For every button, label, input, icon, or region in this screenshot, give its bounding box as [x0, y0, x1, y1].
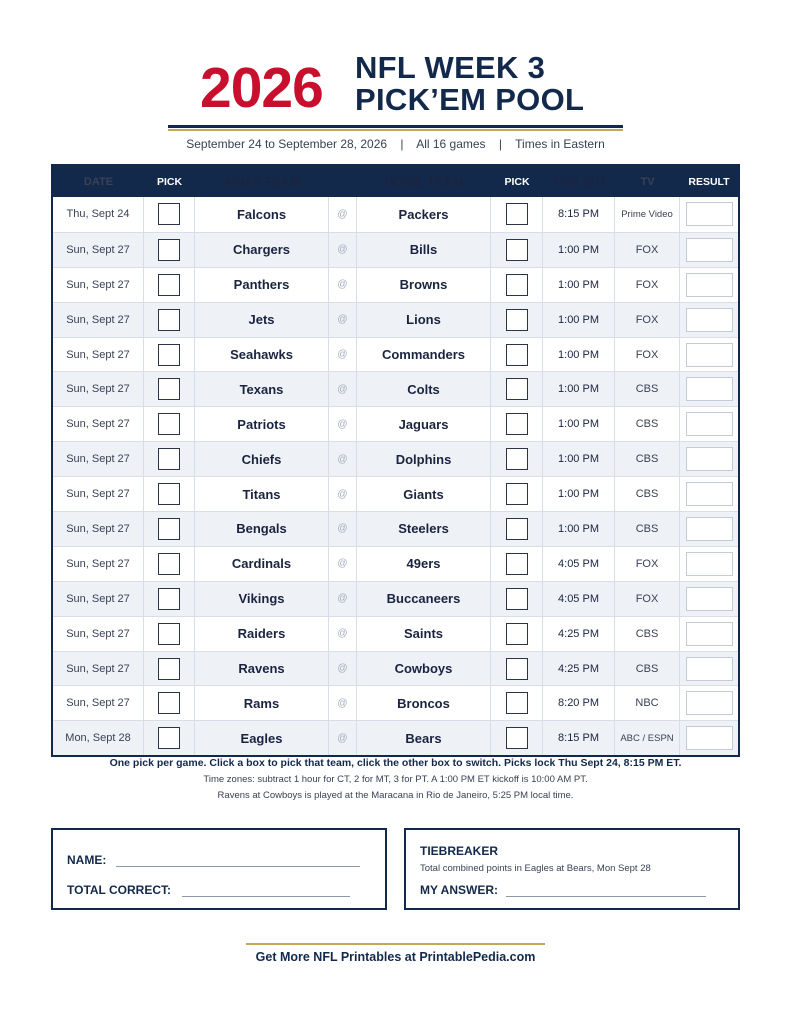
pick-home-cell: [491, 686, 543, 720]
kickoff-time: 8:15 PM: [543, 721, 615, 755]
home-team: Broncos: [357, 686, 491, 720]
table-row: [53, 476, 738, 511]
kickoff-time: 1:00 PM: [543, 477, 615, 511]
pick-away-cell: [144, 617, 195, 651]
pick-home-cell: [491, 582, 543, 616]
col-date: DATE: [83, 175, 114, 188]
col-home-team: HOME TEAM: [384, 174, 464, 189]
at-symbol: @: [329, 547, 357, 581]
pick-away-checkbox[interactable]: [158, 448, 180, 470]
home-team: Dolphins: [357, 442, 491, 476]
away-team: Vikings: [195, 582, 329, 616]
tv-network: FOX: [615, 582, 680, 616]
at-symbol: @: [329, 268, 357, 302]
pick-away-checkbox[interactable]: [158, 623, 180, 645]
result-input[interactable]: [686, 691, 733, 715]
pick-away-cell: [144, 268, 195, 302]
kickoff-time: 1:00 PM: [543, 268, 615, 302]
pick-home-checkbox[interactable]: [506, 448, 528, 470]
at-symbol: @: [329, 512, 357, 546]
home-team: Jaguars: [357, 407, 491, 441]
tv-network: CBS: [615, 652, 680, 686]
pick-away-cell: [144, 303, 195, 337]
title-line-2: PICK’EM POOL: [355, 82, 585, 117]
pick-home-checkbox[interactable]: [506, 588, 528, 610]
game-date: Sun, Sept 27: [53, 442, 144, 476]
name-field[interactable]: [116, 866, 360, 867]
tiebreaker-panel: [404, 828, 740, 910]
kickoff-time: 1:00 PM: [543, 442, 615, 476]
table-row: [53, 720, 738, 755]
pick-away-cell: [144, 197, 195, 232]
result-cell: [680, 407, 738, 441]
pick-home-checkbox[interactable]: [506, 553, 528, 575]
at-symbol: @: [329, 442, 357, 476]
result-cell: [680, 338, 738, 372]
home-team: Giants: [357, 477, 491, 511]
pick-away-cell: [144, 477, 195, 511]
pick-home-checkbox[interactable]: [506, 658, 528, 680]
footer-rule: [246, 943, 545, 945]
pick-away-cell: [144, 338, 195, 372]
table-row: [53, 546, 738, 581]
result-input[interactable]: [686, 308, 733, 332]
tiebreaker-title: TIEBREAKER: [420, 844, 499, 858]
result-cell: [680, 268, 738, 302]
kickoff-time: 8:15 PM: [543, 197, 615, 232]
pick-away-checkbox[interactable]: [158, 658, 180, 680]
pick-away-checkbox[interactable]: [158, 344, 180, 366]
pick-away-checkbox[interactable]: [158, 727, 180, 749]
result-input[interactable]: [686, 622, 733, 646]
table-row: [53, 371, 738, 406]
at-symbol: @: [329, 233, 357, 267]
col-time: TIME (ET): [553, 175, 605, 188]
pick-away-checkbox[interactable]: [158, 553, 180, 575]
result-cell: [680, 233, 738, 267]
result-cell: [680, 547, 738, 581]
home-team: Saints: [357, 617, 491, 651]
tv-network: ABC / ESPN: [615, 721, 680, 755]
game-date: Sun, Sept 27: [53, 477, 144, 511]
result-cell: [680, 582, 738, 616]
result-input[interactable]: [686, 587, 733, 611]
col-pick-away: PICK: [156, 175, 183, 188]
tv-network: CBS: [615, 617, 680, 651]
away-team: Panthers: [195, 268, 329, 302]
title-line-1: NFL WEEK 3: [355, 50, 546, 85]
instructions: [0, 757, 791, 801]
away-team: Raiders: [195, 617, 329, 651]
result-input[interactable]: [686, 482, 733, 506]
pick-home-checkbox[interactable]: [506, 483, 528, 505]
game-date: Thu, Sept 24: [53, 197, 144, 232]
result-cell: [680, 686, 738, 720]
at-symbol: @: [329, 477, 357, 511]
pick-home-cell: [491, 617, 543, 651]
result-input[interactable]: [686, 273, 733, 297]
tv-network: Prime Video: [615, 197, 680, 232]
home-team: Bears: [357, 721, 491, 755]
result-cell: [680, 372, 738, 406]
pick-away-cell: [144, 407, 195, 441]
subtitle-times: Times in Eastern: [515, 137, 605, 151]
col-pick-home: PICK: [504, 175, 530, 188]
tiebreaker-subtitle: Total combined points in Eagles at Bears, Mon Sept 28: [420, 863, 651, 874]
table-row: [53, 651, 738, 686]
tv-network: FOX: [615, 268, 680, 302]
picks-table: [51, 164, 740, 757]
away-team: Cardinals: [195, 547, 329, 581]
table-row: [53, 441, 738, 476]
result-cell: [680, 721, 738, 755]
result-input[interactable]: [686, 447, 733, 471]
pick-away-cell: [144, 721, 195, 755]
footer-link[interactable]: Get More NFL Printables at PrintablePedia.com: [255, 950, 536, 964]
total-correct-field[interactable]: [182, 896, 350, 897]
game-date: Sun, Sept 27: [53, 617, 144, 651]
game-date: Sun, Sept 27: [53, 372, 144, 406]
pick-away-cell: [144, 686, 195, 720]
header-rule-navy: [168, 125, 623, 128]
subtitle-dates: September 24 to September 28, 2026: [186, 137, 388, 151]
table-row: [53, 581, 738, 616]
pick-away-checkbox[interactable]: [158, 274, 180, 296]
pick-home-checkbox[interactable]: [506, 309, 528, 331]
game-date: Sun, Sept 27: [53, 547, 144, 581]
table-row: [53, 511, 738, 546]
pick-away-checkbox[interactable]: [158, 309, 180, 331]
table-row: [53, 685, 738, 720]
at-symbol: @: [329, 197, 357, 232]
at-symbol: @: [329, 303, 357, 337]
result-input[interactable]: [686, 657, 733, 681]
away-team: Texans: [195, 372, 329, 406]
result-input[interactable]: [686, 517, 733, 541]
instruction-main: One pick per game. Click a box to pick that team, click the other box to switch. Picks lock Thu Sept 24, 8:15 PM ET.: [109, 757, 682, 769]
pick-away-checkbox[interactable]: [158, 413, 180, 435]
kickoff-time: 1:00 PM: [543, 407, 615, 441]
tv-network: CBS: [615, 442, 680, 476]
result-input[interactable]: [686, 202, 733, 226]
game-date: Mon, Sept 28: [53, 721, 144, 755]
result-cell: [680, 652, 738, 686]
result-cell: [680, 477, 738, 511]
home-team: Buccaneers: [357, 582, 491, 616]
away-team: Chiefs: [195, 442, 329, 476]
pick-home-cell: [491, 442, 543, 476]
kickoff-time: 4:25 PM: [543, 617, 615, 651]
pick-home-cell: [491, 512, 543, 546]
table-row: [53, 197, 738, 232]
col-away-team: AWAY TEAM: [223, 174, 301, 189]
pick-away-cell: [144, 582, 195, 616]
game-date: Sun, Sept 27: [53, 652, 144, 686]
pick-home-checkbox[interactable]: [506, 203, 528, 225]
game-date: Sun, Sept 27: [53, 686, 144, 720]
game-date: Sun, Sept 27: [53, 512, 144, 546]
result-cell: [680, 303, 738, 337]
pick-home-cell: [491, 338, 543, 372]
pick-away-checkbox[interactable]: [158, 518, 180, 540]
home-team: Colts: [357, 372, 491, 406]
pick-home-checkbox[interactable]: [506, 692, 528, 714]
pick-home-checkbox[interactable]: [506, 413, 528, 435]
result-cell: [680, 512, 738, 546]
away-team: Chargers: [195, 233, 329, 267]
pick-home-checkbox[interactable]: [506, 727, 528, 749]
result-cell: [680, 442, 738, 476]
game-date: Sun, Sept 27: [53, 233, 144, 267]
home-team: Cowboys: [357, 652, 491, 686]
tv-network: FOX: [615, 338, 680, 372]
away-team: Ravens: [195, 652, 329, 686]
away-team: Seahawks: [195, 338, 329, 372]
at-symbol: @: [329, 617, 357, 651]
tv-network: NBC: [615, 686, 680, 720]
kickoff-time: 4:25 PM: [543, 652, 615, 686]
pick-home-cell: [491, 303, 543, 337]
year-title: 2026: [200, 56, 323, 120]
page-title: [355, 52, 584, 116]
pick-away-cell: [144, 652, 195, 686]
tv-network: FOX: [615, 547, 680, 581]
pick-away-cell: [144, 372, 195, 406]
kickoff-time: 1:00 PM: [543, 338, 615, 372]
pick-home-cell: [491, 721, 543, 755]
game-date: Sun, Sept 27: [53, 268, 144, 302]
at-symbol: @: [329, 582, 357, 616]
pick-home-cell: [491, 372, 543, 406]
subtitle-games: All 16 games: [416, 137, 486, 151]
pick-away-cell: [144, 233, 195, 267]
home-team: Packers: [357, 197, 491, 232]
pick-home-checkbox[interactable]: [506, 518, 528, 540]
tv-network: CBS: [615, 372, 680, 406]
result-cell: [680, 197, 738, 232]
subtitle-separator: |: [400, 137, 404, 151]
tv-network: CBS: [615, 407, 680, 441]
result-input[interactable]: [686, 412, 733, 436]
tv-network: FOX: [615, 233, 680, 267]
tv-network: FOX: [615, 303, 680, 337]
pick-home-cell: [491, 547, 543, 581]
tv-network: CBS: [615, 512, 680, 546]
kickoff-time: 1:00 PM: [543, 512, 615, 546]
pick-home-cell: [491, 477, 543, 511]
table-row: [53, 337, 738, 372]
result-cell: [680, 617, 738, 651]
header-rule-gold: [168, 129, 623, 131]
at-symbol: @: [329, 652, 357, 686]
pick-away-cell: [144, 547, 195, 581]
table-row: [53, 232, 738, 267]
away-team: Titans: [195, 477, 329, 511]
entry-panel: [51, 828, 387, 910]
pick-away-checkbox[interactable]: [158, 378, 180, 400]
away-team: Bengals: [195, 512, 329, 546]
pick-away-checkbox[interactable]: [158, 588, 180, 610]
away-team: Eagles: [195, 721, 329, 755]
pick-home-cell: [491, 652, 543, 686]
pick-home-checkbox[interactable]: [506, 274, 528, 296]
col-tv: TV: [640, 175, 655, 188]
pick-home-cell: [491, 197, 543, 232]
header: [0, 50, 791, 120]
kickoff-time: 1:00 PM: [543, 372, 615, 406]
home-team: Commanders: [357, 338, 491, 372]
total-correct-label: TOTAL CORRECT:: [67, 883, 171, 897]
away-team: Rams: [195, 686, 329, 720]
subtitle-separator: |: [498, 137, 503, 151]
pick-away-checkbox[interactable]: [158, 203, 180, 225]
at-symbol: @: [329, 686, 357, 720]
result-input[interactable]: [686, 377, 733, 401]
pick-away-checkbox[interactable]: [158, 483, 180, 505]
pick-home-checkbox[interactable]: [506, 378, 528, 400]
table-row: [53, 267, 738, 302]
pick-home-checkbox[interactable]: [506, 344, 528, 366]
away-team: Falcons: [195, 197, 329, 232]
pick-home-cell: [491, 233, 543, 267]
pick-home-checkbox[interactable]: [506, 623, 528, 645]
name-label: NAME:: [67, 853, 107, 867]
at-symbol: @: [329, 372, 357, 406]
kickoff-time: 4:05 PM: [543, 547, 615, 581]
result-input[interactable]: [686, 343, 733, 367]
table-row: [53, 302, 738, 337]
home-team: 49ers: [357, 547, 491, 581]
at-symbol: @: [329, 338, 357, 372]
table-row: [53, 406, 738, 441]
game-date: Sun, Sept 27: [53, 407, 144, 441]
instruction-venue: Ravens at Cowboys is played at the Maracana in Rio de Janeiro, 5:25 PM local time.: [217, 790, 574, 801]
away-team: Jets: [195, 303, 329, 337]
pick-away-cell: [144, 512, 195, 546]
kickoff-time: 1:00 PM: [543, 233, 615, 267]
pick-home-cell: [491, 268, 543, 302]
instruction-timezones: Time zones: subtract 1 hour for CT, 2 for MT, 3 for PT. A 1:00 PM ET kickoff is 10:00 AM PT.: [203, 774, 588, 785]
result-input[interactable]: [686, 238, 733, 262]
away-team: Patriots: [195, 407, 329, 441]
home-team: Steelers: [357, 512, 491, 546]
game-date: Sun, Sept 27: [53, 582, 144, 616]
at-symbol: @: [329, 721, 357, 755]
kickoff-time: 8:20 PM: [543, 686, 615, 720]
home-team: Bills: [357, 233, 491, 267]
home-team: Browns: [357, 268, 491, 302]
table-body: [53, 197, 738, 755]
kickoff-time: 4:05 PM: [543, 582, 615, 616]
game-date: Sun, Sept 27: [53, 303, 144, 337]
home-team: Lions: [357, 303, 491, 337]
my-answer-field[interactable]: [506, 896, 706, 897]
result-input[interactable]: [686, 726, 733, 750]
table-header: [53, 166, 738, 197]
pick-away-cell: [144, 442, 195, 476]
my-answer-label: MY ANSWER:: [420, 883, 498, 897]
pick-home-checkbox[interactable]: [506, 239, 528, 261]
result-input[interactable]: [686, 552, 733, 576]
at-symbol: @: [329, 407, 357, 441]
table-row: [53, 616, 738, 651]
game-date: Sun, Sept 27: [53, 338, 144, 372]
kickoff-time: 1:00 PM: [543, 303, 615, 337]
col-result: RESULT: [688, 175, 730, 188]
pick-away-checkbox[interactable]: [158, 692, 180, 714]
pick-away-checkbox[interactable]: [158, 239, 180, 261]
pick-home-cell: [491, 407, 543, 441]
tv-network: CBS: [615, 477, 680, 511]
subtitle: [0, 137, 791, 151]
